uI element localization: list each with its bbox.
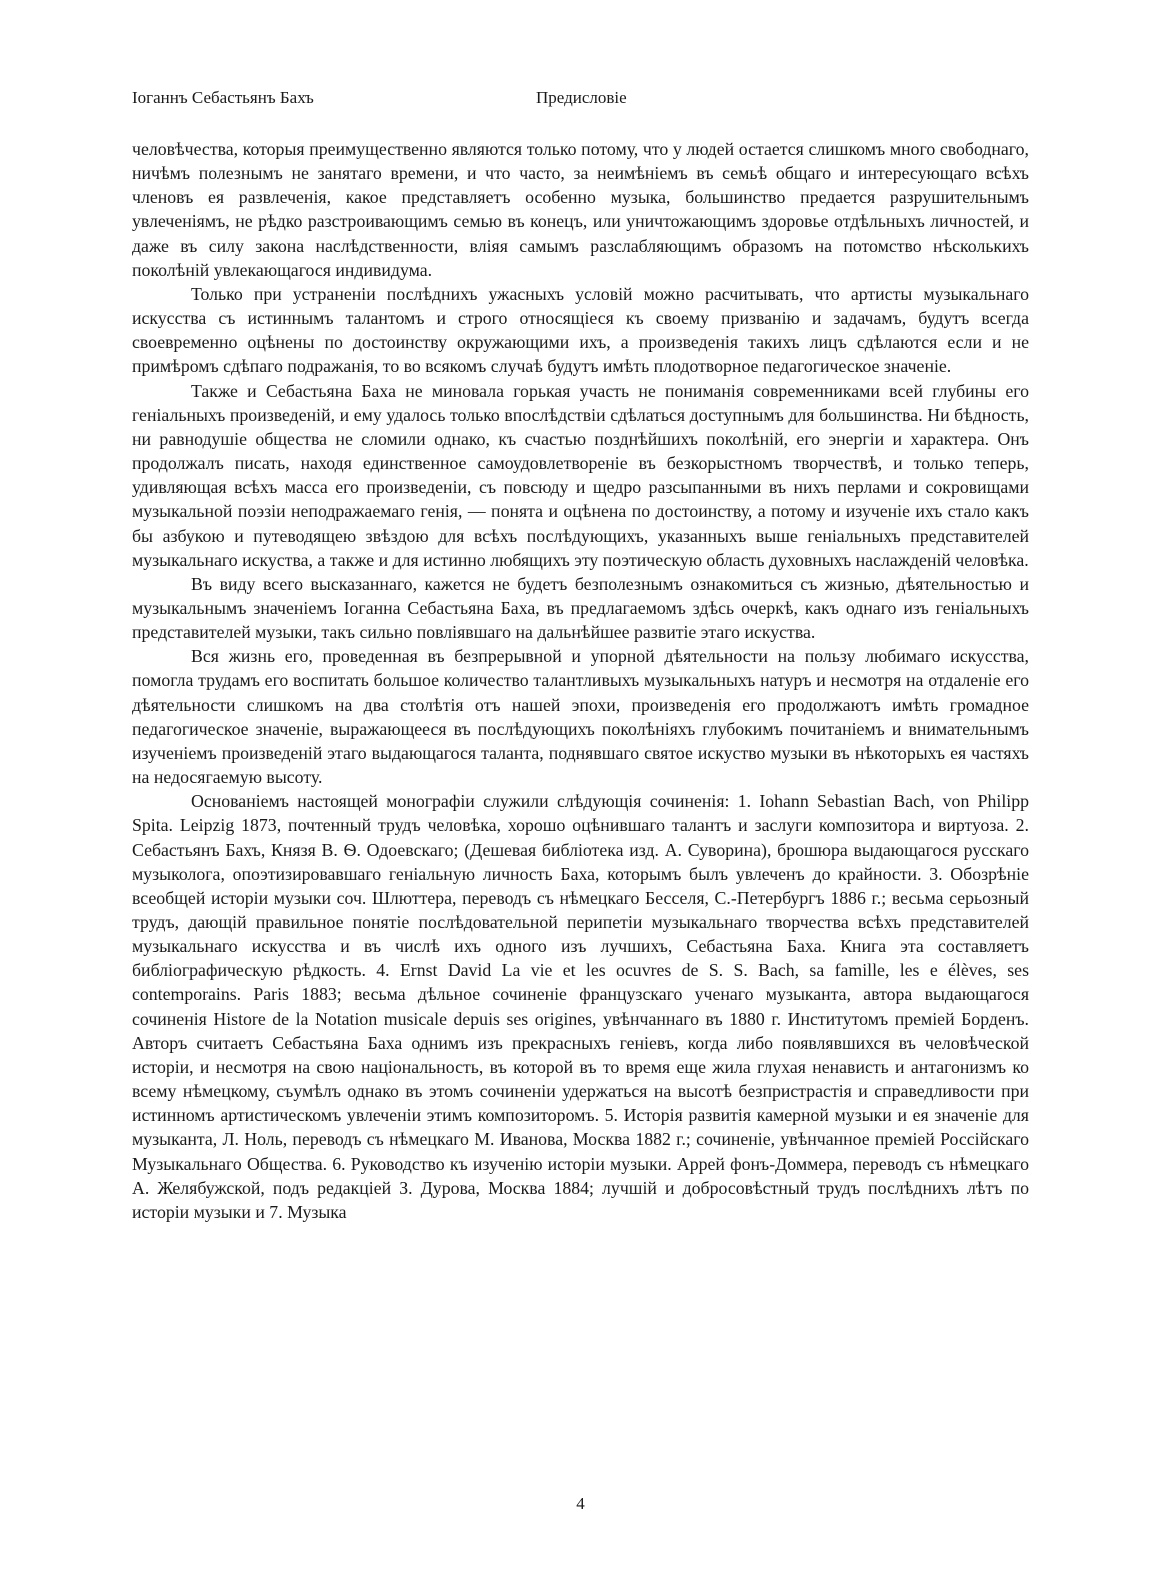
paragraph: Также и Себастьяна Баха не миновала горькая участь не пониманія современниками всей глубины его геніальныхъ произведеній, и ему удалось только впослѣдствіи сдѣлаться доступнымъ для большинства. Ни бѣдность, ни равнодушіе общества не сломили однако, къ счастью позднѣйшихъ поколѣній, его энергіи и характера. Онъ продолжалъ писать, находя единственное самоудовлетвореніе въ безкорыстномъ творчествѣ, и только теперь, удивляющая всѣхъ масса его произведеніи, съ повсюду и щедро разсыпанными въ нихъ перлами и сокровищами музыкальной поэзіи неподражаемаго генія, — понята и оцѣнена по достоинству, а потому и изученіе ихъ стало какъ бы азбукою и путеводящею звѣздою для всѣхъ послѣдующихъ, указанныхъ выше геніальныхъ представителей музыкальнаго искуства, а также и для истинно любящихъ эту поэтическую область духовныхъ наслажденій человѣка.: [132, 380, 1029, 570]
paragraph: человѣчества, которыя преимущественно являются только потому, что у людей остается слишкомъ много свободнаго, ничѣмъ полезнымъ не занятаго времени, и что часто, за неимѣніемъ въ семьѣ общаго и интересующаго всѣхъ членовъ ея развлеченія, какое представляетъ особенно музыка, большинство предается разрушительнымъ увлеченіямъ, не рѣдко разстроивающимъ семью въ конецъ, или уничтожающимъ здоровье отдѣльныхъ личностей, и даже въ силу закона наслѣдственности, вліяя самымъ разслабляющимъ образомъ на потомство нѣсколькихъ поколѣній увлекающагося индивидума.: [132, 139, 1029, 280]
paragraph: Основаніемъ настоящей монографіи служили слѣдующія сочиненія: 1. Iohann Sebastian Bach, von Philipp Spita. Leipzig 1873, почтенный трудъ человѣка, хорошо оцѣнившаго талантъ и заслуги композитора и виртуоза. 2. Себастьянъ Бахъ, Князя В. Ѳ. Одоевскаго; (Дешевая библіотека изд. А. Суворина), брошюра выдающагося русскаго музыколога, опоэтизировавшаго геніальную личность Баха, которымъ былъ увлеченъ до крайности. 3. Обозрѣніе всеобщей исторіи музыки соч. Шлюттера, переводъ съ нѣмецкаго Бесселя, С.-Петербургъ 1886 г.; весьма серьозный трудъ, дающій правильное понятіе послѣдовательной перипетіи музыкальнаго творчества всѣхъ представителей музыкальнаго искусства и въ числѣ ихъ одного изъ лучшихъ, Себастьяна Баха. Книга эта составляетъ библіографическую рѣдкость. 4. Ernst David La vie et les ocuvres de S. S. Bach, sa famille, les e élèves, ses contemporains. Paris 1883; весьма дѣльное сочиненіе французскаго ученаго музыканта, автора выдающагося сочиненія Histore de la Notation musicale depuis ses origines, увѣнчаннаго въ 1880 г. Институтомъ преміей Борденъ. Авторъ считаетъ Себастьяна Баха однимъ изъ прекрасныхъ геніевъ, когда либо появлявшихся въ человѣческой исторіи, и несмотря на свою національность, въ которой въ то время еще жила глухая ненависть и антагонизмъ ко всему нѣмецкому, съумѣлъ однако въ этомъ сочиненіи удержаться на высотѣ безпристрастія и справедливости при истинномъ артистическомъ увлеченіи этимъ композиторомъ. 5. Исторія развитія камерной музыки и ея значеніе для музыканта, Л. Ноль, переводъ съ нѣмецкаго М. Иванова, Москва 1882 г.; сочиненіе, увѣнчанное преміей Россійскаго Музыкальнаго Общества. 6. Руководство къ изученію исторіи музыки. Аррей фонъ-Доммера, переводъ съ нѣмецкаго А. Желябужской, подъ редакціей З. Дурова, Москва 1884; лучшій и добросовѣстный трудъ послѣднихъ лѣтъ по исторіи музыки и 7. Музыка: [132, 791, 1029, 1222]
page-number: 4: [576, 1494, 585, 1513]
document-page: [132, 0, 1029, 1588]
header-section-title: Предисловіе: [536, 88, 627, 107]
running-header: [132, 86, 1029, 110]
body-text: [132, 137, 1029, 1224]
paragraph: Вся жизнь его, проведенная въ безпрерывной и упорной дѣятельности на пользу любимаго искусства, помогла трудамъ его воспитать большое количество талантливыхъ музыкальныхъ натуръ и несмотря на отдаленіе его дѣятельности слишкомъ на два столѣтія отъ нашей эпохи, произведенія его продолжаютъ имѣть громадное педагогическое значеніе, выражающееся въ послѣдующихъ поколѣніяхъ глубокимъ почитаніемъ и внимательнымъ изученіемъ произведеній этаго выдающагося таланта, поднявшаго святое искуство музыки въ нѣкоторыхъ ея частяхъ на недосягаемую высоту.: [132, 646, 1029, 788]
paragraph: Въ виду всего высказаннаго, кажется не будетъ безполезнымъ ознакомиться съ жизнью, дѣятельностью и музыкальнымъ значеніемъ Іоганна Себастьяна Баха, въ предлагаемомъ здѣсь очеркѣ, какъ однаго изъ геніальныхъ представителей музыки, такъ сильно повліявшаго на дальнѣйшее развитіе этаго искуства.: [132, 573, 1029, 643]
header-book-title: Іоганнъ Себастьянъ Бахъ: [132, 88, 314, 107]
paragraph: Только при устраненіи послѣднихъ ужасныхъ условій можно расчитывать, что артисты музыкальнаго искусства съ истиннымъ талантомъ и строго относящіеся къ своему призванію и задачамъ, будутъ всегда своевременно оцѣнены по достоинству окружающими ихъ, а произведенія такихъ лицъ сдѣлаются если и не примѣромъ сдѣпаго подражанія, то во всякомъ случаѣ будутъ имѣть плодотворное педагогическое значеніе.: [132, 283, 1029, 377]
